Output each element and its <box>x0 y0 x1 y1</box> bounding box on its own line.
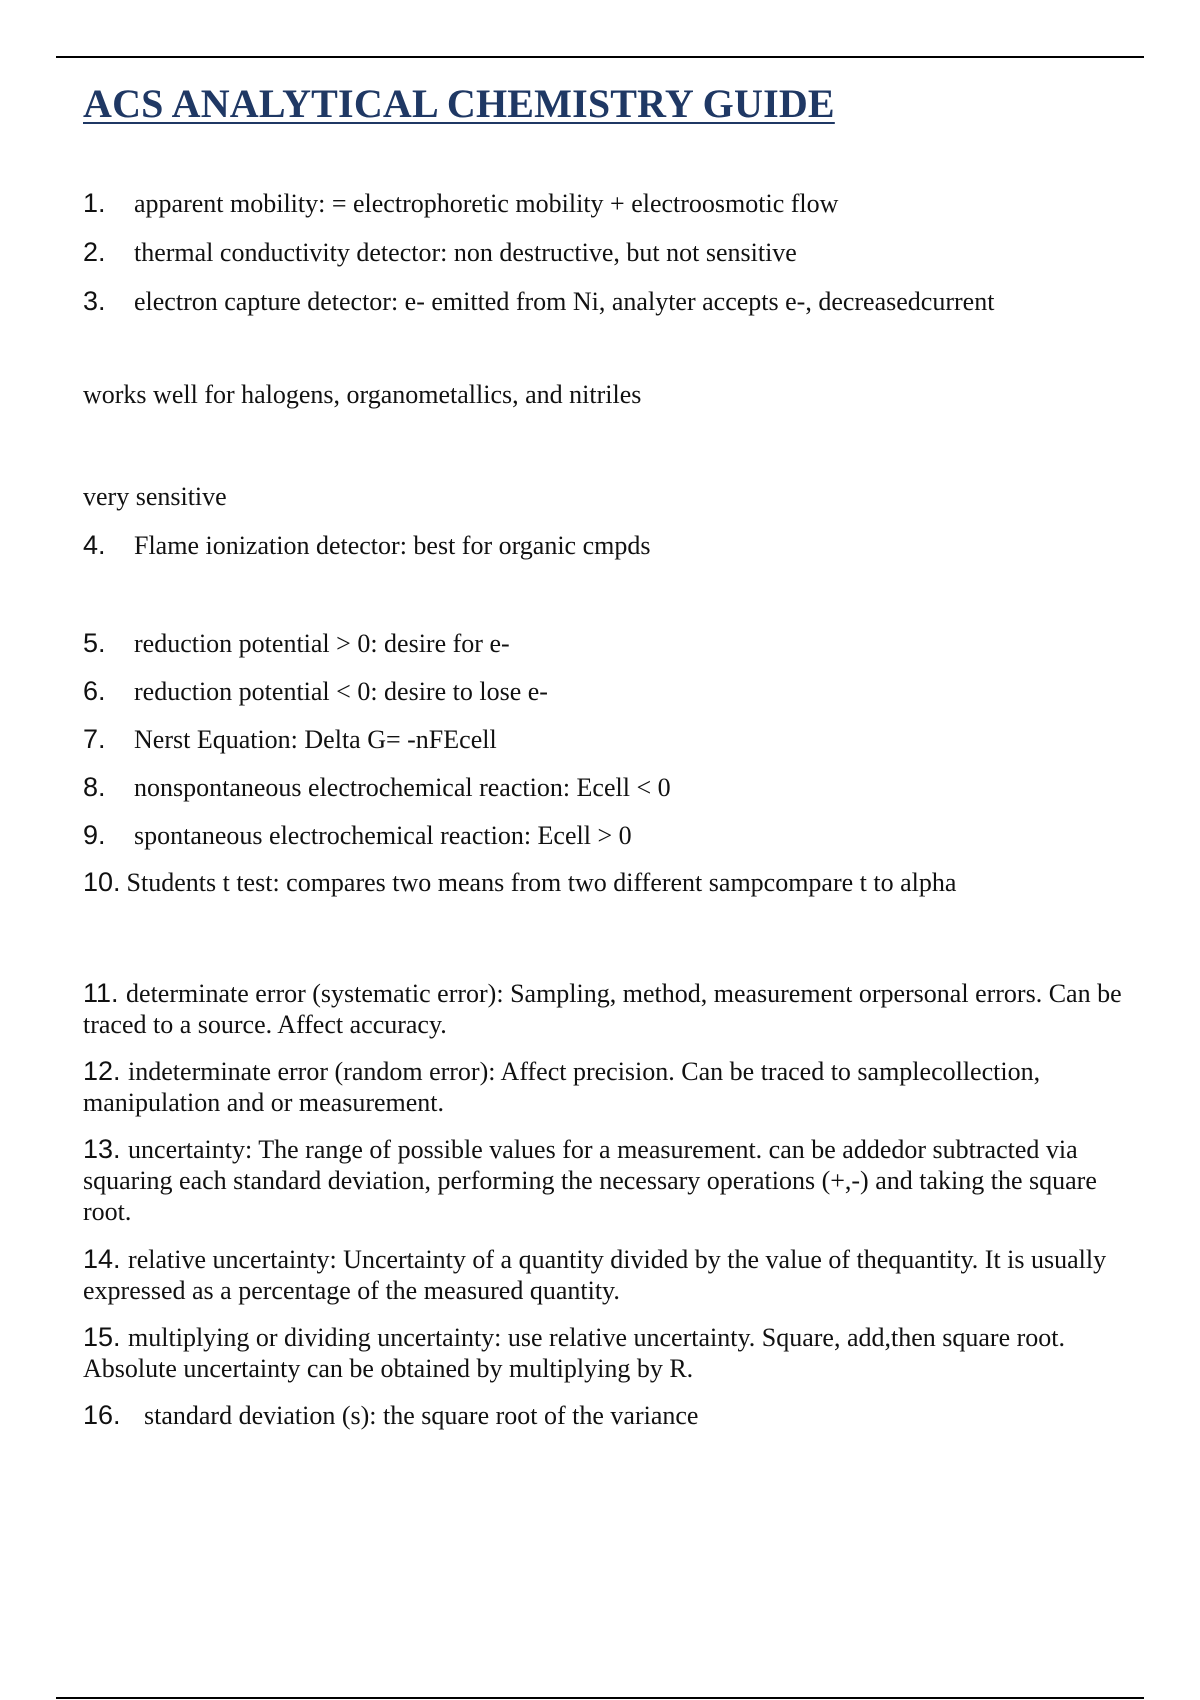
item-number: 7. <box>83 724 106 754</box>
item-number: 4. <box>83 530 106 560</box>
bottom-rule <box>56 1697 1144 1699</box>
item-number: 3. <box>83 286 106 316</box>
list-item <box>83 978 1145 1040</box>
item-text: reduction potential < 0: desire to lose e- <box>134 677 548 706</box>
item-number: 12. <box>83 1056 121 1086</box>
item-text: relative uncertainty: Uncertainty of a quantity divided by the value of thequantity. It is usually expressed as a percentage of the measured quantity. <box>83 1245 1107 1305</box>
item-text: Students t test: compares two means from two different sampcompare t to alpha <box>126 868 957 897</box>
list-item <box>83 772 1145 803</box>
item-text: Flame ionization detector: best for organic cmpds <box>134 531 651 560</box>
item-number: 2. <box>83 237 106 267</box>
document-title: ACS ANALYTICAL CHEMISTRY GUIDE <box>83 81 835 126</box>
item-number: 14. <box>83 1244 121 1274</box>
list-item <box>83 867 1145 898</box>
list-item <box>83 1056 1145 1118</box>
list-item <box>83 237 1145 268</box>
item-number: 10. <box>83 867 121 897</box>
item-text: electron capture detector: e- emitted from Ni, analyter accepts e-, decreasedcurrent <box>134 287 995 316</box>
note-text: works well for halogens, organometallics, and nitriles <box>83 380 642 409</box>
list-item <box>83 724 1145 755</box>
item-number: 16. <box>83 1400 121 1430</box>
item-number: 8. <box>83 772 106 802</box>
top-rule <box>56 56 1144 58</box>
list-item <box>83 1134 1145 1227</box>
item-number: 9. <box>83 820 106 850</box>
item-number: 13. <box>83 1134 121 1164</box>
list-item <box>83 1244 1145 1306</box>
item-text: apparent mobility: = electrophoretic mobility + electroosmotic flow <box>134 189 839 218</box>
item-number: 6. <box>83 676 106 706</box>
list-item <box>83 1400 1145 1431</box>
item-text: nonspontaneous electrochemical reaction: Ecell < 0 <box>134 773 671 802</box>
list-item <box>83 676 1145 707</box>
list-item <box>83 530 1145 561</box>
item-number: 15. <box>83 1322 121 1352</box>
item-number: 1. <box>83 188 106 218</box>
item-text: multiplying or dividing uncertainty: use relative uncertainty. Square, add,then square root. Absolute uncertainty can be obtained by multiplying by R. <box>83 1323 1065 1383</box>
item-text: spontaneous electrochemical reaction: Ecell > 0 <box>134 821 632 850</box>
item-number: 5. <box>83 628 106 658</box>
item-number: 11. <box>83 978 119 1008</box>
list-item <box>83 820 1145 851</box>
list-item <box>83 286 1145 317</box>
list-item <box>83 188 1145 219</box>
item-text: thermal conductivity detector: non destructive, but not sensitive <box>134 238 797 267</box>
item-text: standard deviation (s): the square root of the variance <box>144 1401 699 1430</box>
item-text: indeterminate error (random error): Affect precision. Can be traced to samplecollection, manipulation and or measurement. <box>83 1057 1041 1117</box>
item-text: uncertainty: The range of possible values for a measurement. can be addedor subtracted via squaring each standard deviation, performing the necessary operations (+,-) and taking the square root. <box>83 1135 1097 1226</box>
item-text: reduction potential > 0: desire for e- <box>134 629 510 658</box>
note-text: very sensitive <box>83 482 227 511</box>
list-item <box>83 628 1145 659</box>
list-item <box>83 1322 1145 1384</box>
item-text: determinate error (systematic error): Sampling, method, measurement orpersonal errors. Can be traced to a source. Affect accuracy. <box>83 979 1122 1039</box>
item-text: Nerst Equation: Delta G= -nFEcell <box>134 725 497 754</box>
